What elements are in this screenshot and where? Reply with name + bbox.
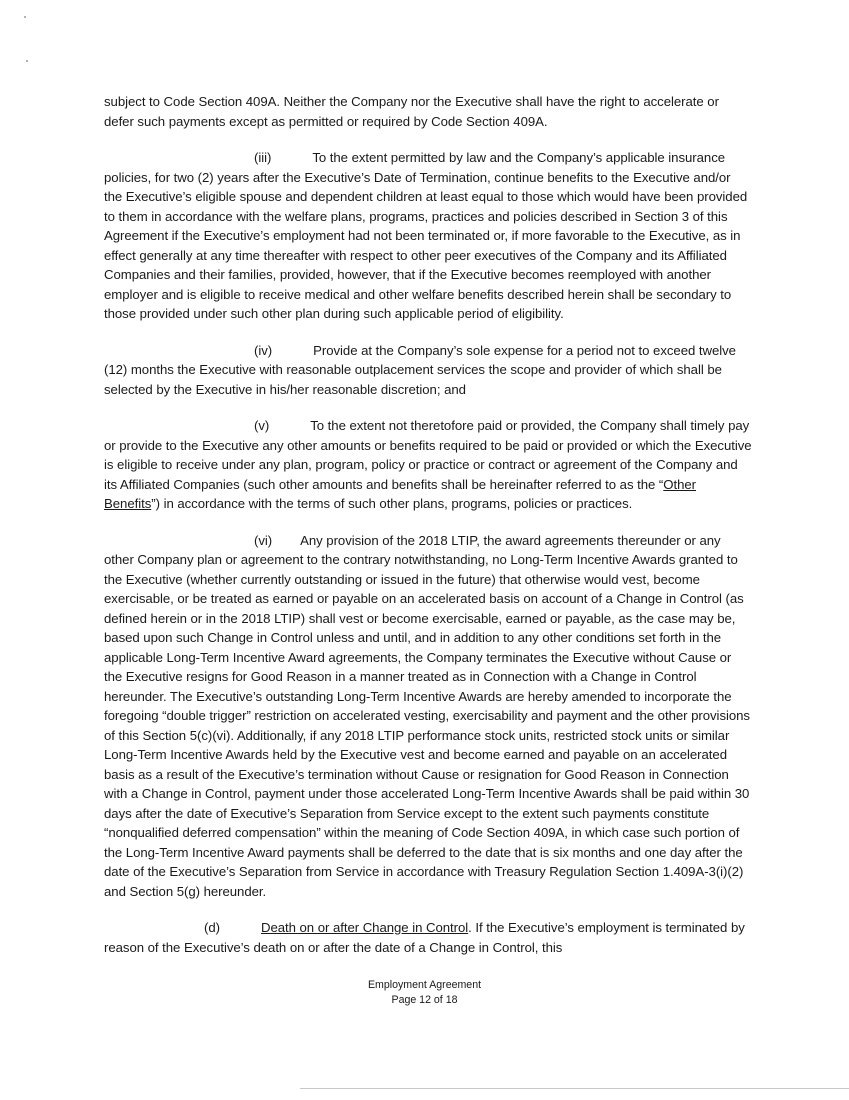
- defined-term: Other Benefits: [104, 476, 696, 511]
- page-number: Page 12 of 18: [391, 994, 458, 1006]
- paragraph-iii: [104, 148, 752, 324]
- section-number: (d): [204, 920, 220, 935]
- clause-number: (v): [254, 418, 270, 433]
- clause-text: To the extent not theretofore paid or provided, the Company shall timely pay or provide to the Executive any other amounts or benefits required to be paid or provided or which the Executive is eligible to receive under any plan, program, policy or practice or contract or agreement of the Company and its Affiliated Companies (such other amounts and benefits shall be hereinafter referred to as the “: [104, 418, 752, 492]
- footer-title: Employment Agreement: [367, 979, 482, 991]
- clause-text: To the extent permitted by law and the Company’s applicable insurance policies, for two (2) years after the Executive’s Date of Termination, continue benefits to the Executive and/or the Executive’s eligible spouse and dependent children at least equal to those which would have been provided to them in accordance with the welfare plans, programs, practices and policies described in Section 3 of this Agreement if the Executive’s employment had not been terminated or, if more favorable to the Executive, as in effect generally at any time thereafter with respect to other peer executives of the Company and its Affiliated Companies and their families, provided, however, that if the Executive becomes reemployed with another employer and is eligible to receive medical and other welfare benefits described herein shall be secondary to those provided under such other plan during such applicable period of eligibility.: [104, 150, 748, 321]
- paragraph-iv: [104, 341, 752, 400]
- scan-edge-line: [300, 1088, 849, 1089]
- section-heading: Death on or after Change in Control: [260, 920, 469, 935]
- clause-text: ”) in accordance with the terms of such other plans, programs, policies or practices.: [151, 496, 633, 511]
- clause-text: . If the Executive’s employment is terminated by reason of the Executive’s death on or after the date of a Change in Control, this: [104, 920, 745, 955]
- clause-text: Any provision of the 2018 LTIP, the award agreements thereunder or any other Company plan or agreement to the contrary notwithstanding, no Long-Term Incentive Awards granted to the Executive (whether currently outstanding or issued in the future) that otherwise would vest, become exercisable, or be treated as earned or payable on an accelerated basis on account of a Change in Control (as defined herein or in the 2018 LTIP) shall vest or become exercisable, earned or payable, as the case may be, based upon such Change in Control unless and until, and in addition to any other conditions set forth in the applicable Long-Term Incentive Award agreements, the Company terminates the Executive without Cause or the Executive resigns for Good Reason in a manner treated as in Connection with a Change in Control hereunder. The Executive’s outstanding Long-Term Incentive Awards are hereby amended to incorporate the foregoing “double trigger” restriction on accelerated vesting, exercisability and payment and the other provisions of this Section 5(c)(vi). Additionally, if any 2018 LTIP performance stock units, restricted stock units or similar Long-Term Incentive Awards held by the Executive vest and become earned and payable on an accelerated basis as a result of the Executive’s termination without Cause or resignation for Good Reason in Connection with a Change in Control, payment under those accelerated Long-Term Incentive Awards shall be paid within 30 days after the date of Executive’s Separation from Service except to the extent such payments constitute “nonqualified deferred compensation” within the meaning of Code Section 409A, in which case such portion of the Long-Term Incentive Award payments shall be deferred to the date that is six months and one day after the date of the Executive’s Separation from Service in accordance with Treasury Regulation Section 1.409A-3(i)(2) and Section 5(g) hereunder.: [104, 532, 750, 899]
- document-body: [104, 92, 752, 974]
- clause-text: Provide at the Company’s sole expense for a period not to exceed twelve (12) months the Executive with reasonable outplacement services the scope and provider of which shall be selected by the Executive in his/her reasonable discretion; and: [104, 342, 736, 397]
- scan-speck: [26, 60, 28, 62]
- clause-number: (vi): [254, 532, 273, 548]
- clause-number: (iv): [254, 342, 273, 358]
- page-footer: [0, 978, 849, 1008]
- scan-speck: [24, 16, 26, 18]
- clause-number: (iii): [254, 150, 272, 165]
- paragraph-v: [104, 416, 752, 514]
- paragraph-vi: [104, 531, 752, 902]
- paragraph-continued: subject to Code Section 409A. Neither the Company nor the Executive shall have the right to accelerate or defer such payments except as permitted or required by Code Section 409A.: [104, 94, 719, 129]
- paragraph-d: [104, 918, 752, 957]
